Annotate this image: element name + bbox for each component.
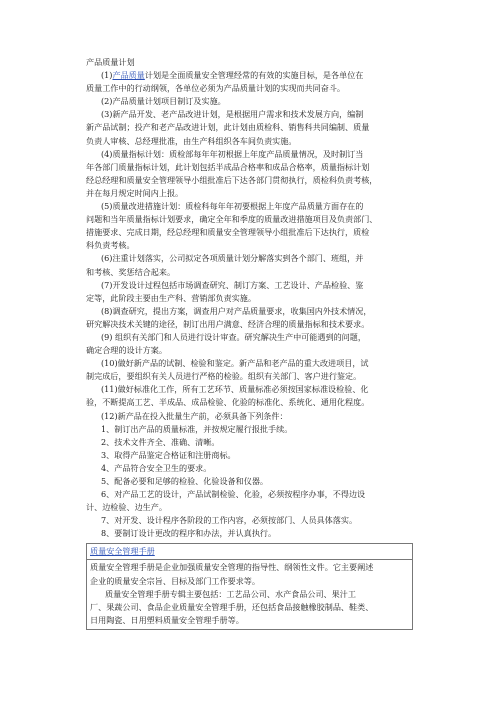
body-line: (7)开发设计过程包括市场调查研究、制订方案、工艺设计、产品检验、鉴: [101, 279, 364, 290]
body-line: (9) 组织有关部门和人员进行设计审查。研究解决生产中可能遇到的问题，: [101, 331, 366, 342]
body-line: 3、取得产品鉴定合格证和注册商标。: [101, 449, 236, 460]
body-line: 新产品试制；投产和老产品改进计划，此计划由质检科、销售科共同编制、质量: [86, 122, 370, 133]
manual-body-cell: [87, 560, 412, 628]
body-line: 问题和当年质量指标计划要求，确定全年和季度的质量改进措施项目及负责部门、: [86, 214, 378, 225]
body-line: 研究解决技术关键的途径，制订出用户满意、经济合理的质量指标和技术要求。: [86, 318, 370, 329]
body-line: (8)调查研究，提出方案，调查用户对产品质量要求，收集国内外技术情况，: [101, 305, 372, 316]
body-line: 负责人审核、总经理批准，由生产科组织各车间负责实施。: [86, 135, 297, 146]
paragraph-number: (1): [101, 70, 113, 81]
body-line: 措施要求、完成日期，经总经理和质量安全管理领导小组批准后下达执行，质检: [86, 227, 370, 238]
body-line: 5、配备必要和足够的检验、化验设备和仪器。: [101, 476, 269, 486]
product-quality-link[interactable]: 产品质量: [112, 70, 145, 81]
manual-line: 质量安全管理手册是企业加强质量安全管理的指导性、纲领性文件。它主要阐述: [90, 562, 374, 573]
body-line: (12)新产品在投入批量生产前，必须具备下列条件：: [101, 410, 288, 421]
manual-line: 质量安全管理手册专辑主要包括：工艺品公司、水产食品公司、果汁工: [105, 588, 356, 599]
body-line: (5)质量改进措施计划：质检科每年年初要根据上年度产品质量方面存在的: [101, 201, 364, 212]
body-line: (6)注重计划落实，公司拟定各项质量计划分解落实到各个部门、班组，并: [101, 253, 364, 264]
body-line: 确定合理的设计方案。: [86, 345, 167, 356]
paragraph-1-line-1: [86, 69, 412, 82]
body-line: 6、对产品工艺的设计，产品试制检验、化验，必须按程序办事，不得边设: [101, 489, 366, 500]
body-line: 经总经理和质量安全管理领导小组批准后下达各部门贯彻执行，质检科负责考核，: [86, 174, 378, 185]
body-line: 4、产品符合安全卫生的要求。: [101, 462, 212, 473]
body-line: (10)做好新产品的试制、检验和鉴定。新产品和老产品的重大改进项目，试: [101, 358, 369, 369]
body-line: 8、要制订设计更改的程序和办法，并认真执行。: [101, 528, 277, 539]
body-line: 验，不断提高工艺、半成品、成品检验、化验的标准化、系统化、通用化程度。: [86, 397, 370, 408]
body-line: (4)质量指标计划：质检部每年年初根据上年度产品质量情况，及时制订当: [101, 148, 364, 159]
manual-heading-link[interactable]: 质量安全管理手册: [90, 546, 155, 557]
paragraph-1-text: 计划是全面质量安全管理经常的有效的实施目标，是各单位在: [144, 70, 364, 81]
manual-line: 厂、果蔬公司、食品企业质量安全管理手册，还包括食品接触橡胶制品、鞋类、: [90, 601, 374, 612]
body-line: 制完成后，要组织有关人员进行严格的检验。组织有关部门、客户进行鉴定。: [86, 371, 362, 382]
manual-box: [86, 543, 413, 629]
body-line: 计、边检验、边生产。: [86, 502, 167, 513]
paragraph-1-line-2: 质量工作中的行动纲领，各单位必须为产品质量计划的实现而共同奋斗。: [86, 83, 346, 94]
body-line: 年各部门质量指标计划，此计划包括半成品合格率和成品合格率，质量指标计划: [86, 161, 370, 172]
body-line: 科负责考核。: [86, 240, 135, 251]
manual-line: 企业的质量安全宗旨、目标及部门工作要求等。: [90, 575, 260, 586]
body-line: 1、制订出产品的质量标准，并按规定履行报批手续。: [101, 423, 293, 434]
body-line: 定等，此阶段主要由生产科、营销部负责实施。: [86, 292, 256, 303]
body-line: 并在每月规定时间内上报。: [86, 187, 184, 198]
body-line: 7、对开发、设计程序各阶段的工作内容，必须按部门、人员具体落实。: [101, 515, 358, 526]
document-body: [86, 95, 412, 540]
body-line: 2、技术文件齐全、准确、清晰。: [101, 436, 220, 447]
body-line: (3)新产品开发、老产品改进计划，是根据用户需求和技术发展方向，编制: [101, 109, 364, 120]
body-line: (11)做好标准化工作，所有工艺环节、质量标准必须按国家标准设检验、化: [101, 384, 369, 395]
document-title: 产品质量计划: [86, 57, 135, 67]
manual-heading-cell: [87, 544, 412, 560]
body-line: (2)产品质量计划项目制订及实施。: [101, 96, 226, 107]
body-line: 和考核、奖惩结合起来。: [86, 266, 176, 277]
manual-line: 日用陶瓷、日用塑料质量安全管理手册等。: [90, 614, 244, 625]
